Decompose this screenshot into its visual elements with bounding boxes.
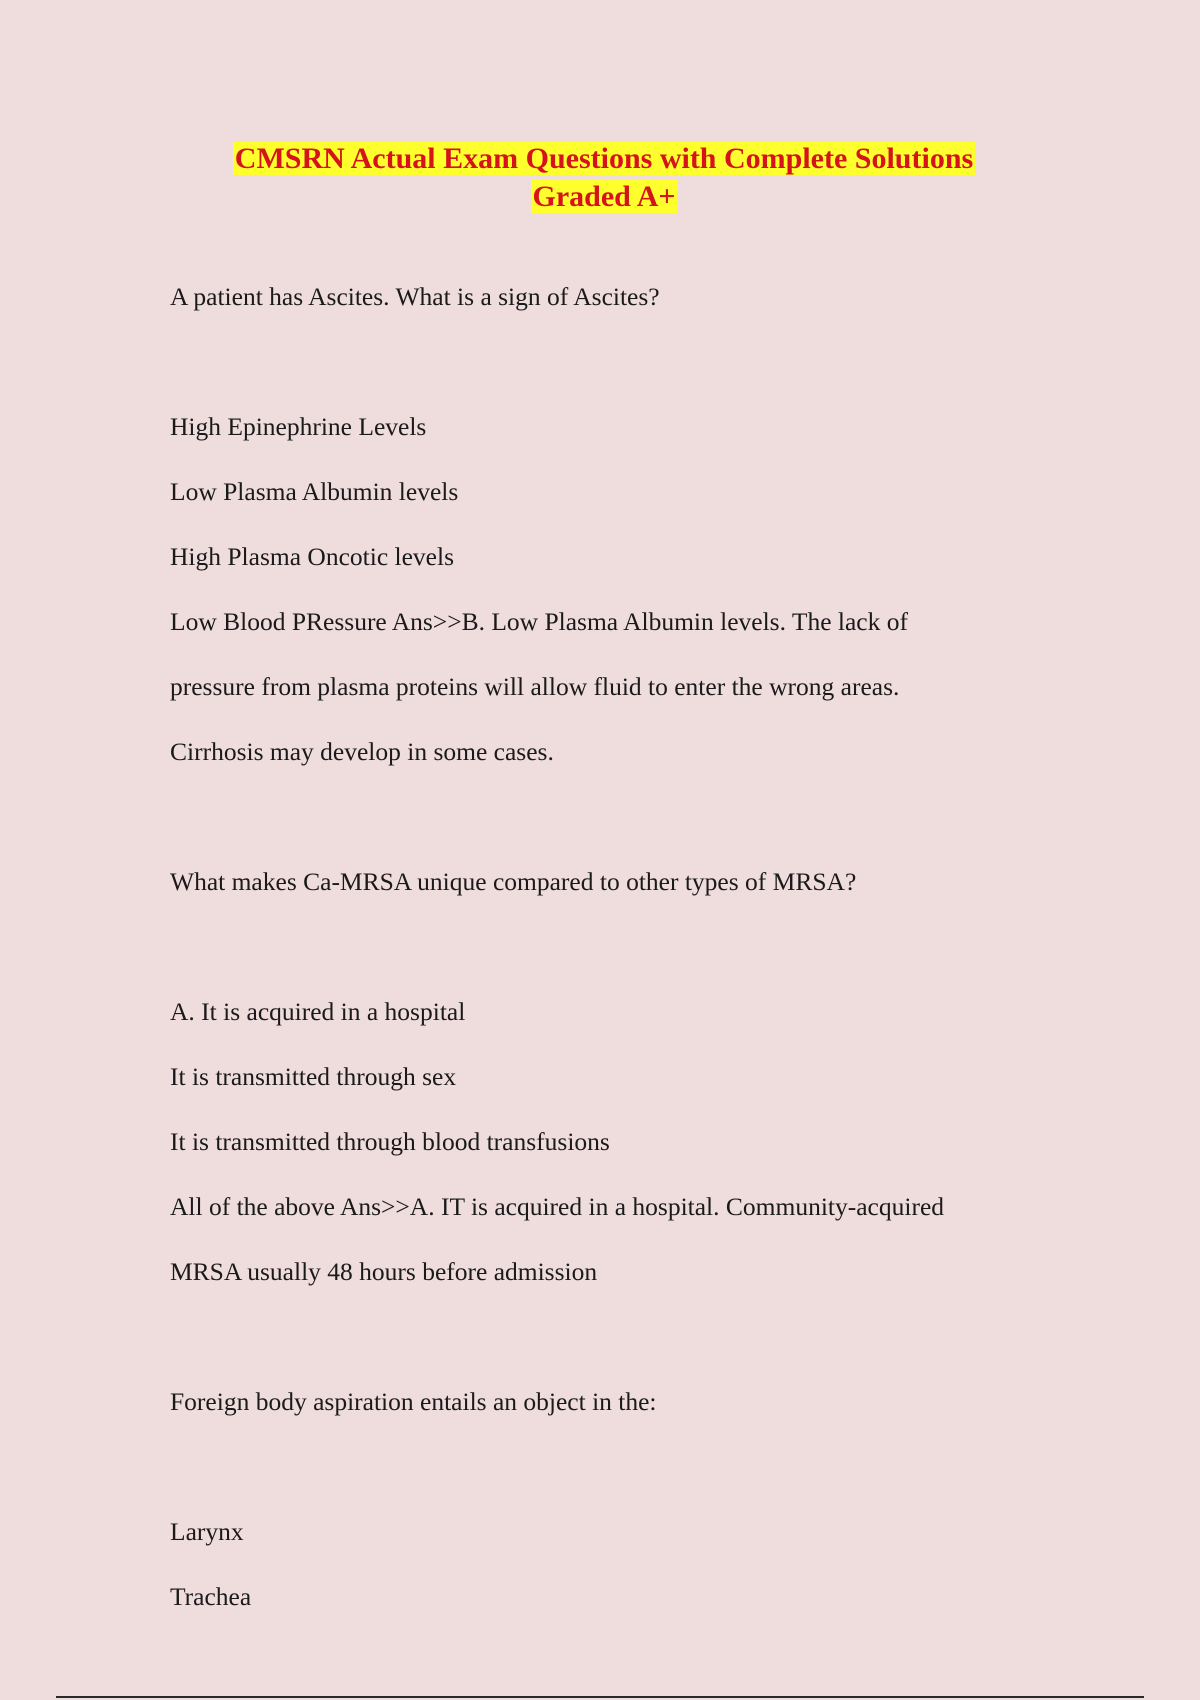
question-3-option-1: Larynx — [170, 1517, 244, 1546]
question-1-answer-line-1: Low Blood PRessure Ans>>B. Low Plasma Albumin levels. The lack of — [170, 607, 908, 636]
question-1-text: A patient has Ascites. What is a sign of Ascites? — [170, 282, 660, 311]
question-1-answer-line-2: pressure from plasma proteins will allow fluid to enter the wrong areas. — [170, 672, 900, 701]
question-1-option-1: High Epinephrine Levels — [170, 412, 427, 441]
question-1-option-2: Low Plasma Albumin levels — [170, 477, 459, 506]
title-line-1: CMSRN Actual Exam Questions with Complete Solutions — [234, 142, 974, 175]
question-1-answer-line-3: Cirrhosis may develop in some cases. — [170, 737, 554, 766]
question-2-answer-line-1: All of the above Ans>>A. IT is acquired in a hospital. Community-acquired — [170, 1192, 945, 1221]
question-3-option-2: Trachea — [170, 1582, 252, 1611]
document-title — [0, 140, 1200, 216]
question-2-answer-line-2: MRSA usually 48 hours before admission — [170, 1257, 598, 1286]
question-2-option-2: It is transmitted through sex — [170, 1062, 457, 1091]
question-1-option-3: High Plasma Oncotic levels — [170, 542, 454, 571]
question-2-text: What makes Ca-MRSA unique compared to other types of MRSA? — [170, 867, 857, 896]
question-2-option-1: A. It is acquired in a hospital — [170, 997, 466, 1026]
title-line-2: Graded A+ — [532, 180, 676, 213]
question-3-text: Foreign body aspiration entails an object in the: — [170, 1387, 657, 1416]
page-bottom-rule — [56, 1696, 1144, 1698]
question-2-option-3: It is transmitted through blood transfusions — [170, 1127, 610, 1156]
